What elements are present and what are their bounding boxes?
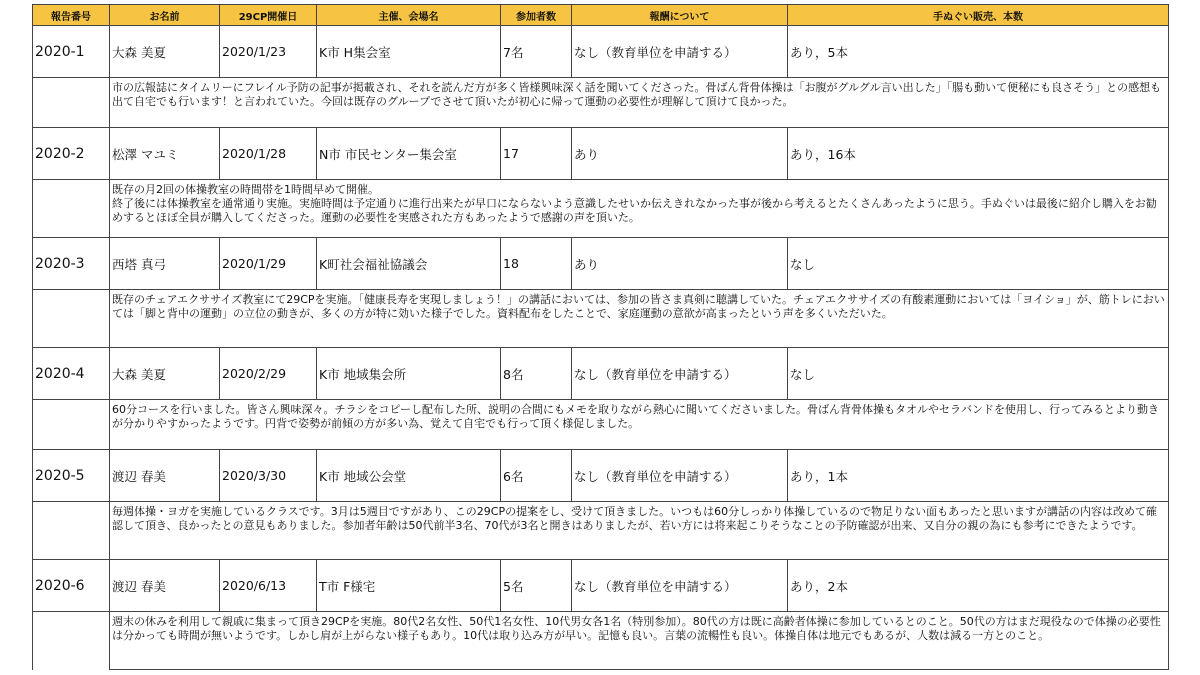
date-cell: 2020/6/13 bbox=[220, 560, 317, 612]
header-report-number: 報告番号 bbox=[33, 5, 110, 26]
note-spacer bbox=[33, 180, 110, 238]
name-cell: 西塔 真弓 bbox=[110, 238, 220, 290]
fee-cell: あり bbox=[572, 238, 788, 290]
towel-cell: あり，5本 bbox=[788, 26, 1169, 78]
date-cell: 2020/1/28 bbox=[220, 128, 317, 180]
note-spacer bbox=[33, 502, 110, 560]
date-cell: 2020/3/30 bbox=[220, 450, 317, 502]
note-spacer bbox=[33, 290, 110, 348]
date-cell: 2020/2/29 bbox=[220, 348, 317, 400]
note-spacer bbox=[33, 612, 110, 670]
record-row bbox=[33, 450, 1169, 502]
fee-cell: なし（教育単位を申請する） bbox=[572, 560, 788, 612]
header-name: お名前 bbox=[110, 5, 220, 26]
report-number-cell: 2020-3 bbox=[33, 238, 110, 290]
header-participants: 参加者数 bbox=[501, 5, 572, 26]
participants-cell: 6名 bbox=[501, 450, 572, 502]
report-number-cell: 2020-1 bbox=[33, 26, 110, 78]
venue-cell: K市 H集会室 bbox=[317, 26, 501, 78]
note-row bbox=[33, 290, 1169, 348]
note-row bbox=[33, 400, 1169, 450]
towel-cell: あり，16本 bbox=[788, 128, 1169, 180]
venue-cell: N市 市民センター集会室 bbox=[317, 128, 501, 180]
fee-cell: なし（教育単位を申請する） bbox=[572, 26, 788, 78]
name-cell: 渡辺 春美 bbox=[110, 560, 220, 612]
note-cell: 既存のチェアエクササイズ教室にて29CPを実施。「健康長寿を実現しましょう！」の講話においては、参加の皆さま真剣に聴講していた。チェアエクササイズの有酸素運動においては「ヨイショ」が、筋トレにおいては「脚と背中の運動」の立位の動きが、多くの方が特に効いた様子でした。資料配布をしたことで、家庭運動の意欲が高まったという声を多くいただいた。 bbox=[110, 290, 1169, 348]
towel-cell: あり，1本 bbox=[788, 450, 1169, 502]
venue-cell: K市 地域集会所 bbox=[317, 348, 501, 400]
note-spacer bbox=[33, 78, 110, 128]
record-row bbox=[33, 560, 1169, 612]
header-towel-sales: 手ぬぐい販売、本数 bbox=[788, 5, 1169, 26]
participants-cell: 5名 bbox=[501, 560, 572, 612]
towel-cell: あり，2本 bbox=[788, 560, 1169, 612]
report-table-wrapper bbox=[32, 4, 1168, 670]
report-table bbox=[32, 4, 1169, 670]
record-row bbox=[33, 26, 1169, 78]
note-row bbox=[33, 502, 1169, 560]
participants-cell: 17 bbox=[501, 128, 572, 180]
note-cell: 市の広報誌にタイムリーにフレイル予防の記事が掲載され、それを読んだ方が多く皆様興味深く話を聞いてくださった。骨ばん背骨体操は「お腹がグルグル言い出した」「腸も動いて便秘にも良さそう」との感想も出て自宅でも行います！と言われていた。今回は既存のグループでさせて頂いたが初心に帰って運動の必要性が理解して頂けて良かった。 bbox=[110, 78, 1169, 128]
note-cell: 既存の月2回の体操教室の時間帯を1時間早めて開催。 終了後には体操教室を通常通り実施。実施時間は予定通りに進行出来たが早口にならないよう意識したせいか伝えきれなかった事が後から考えるとたくさんあったように思う。手ぬぐいは最後に紹介し購入をお勧めするとほぼ全員が購入してくださった。運動の必要性を実感された方もあったようで感謝の声を頂いた。 bbox=[110, 180, 1169, 238]
header-row bbox=[33, 5, 1169, 26]
record-row bbox=[33, 238, 1169, 290]
participants-cell: 18 bbox=[501, 238, 572, 290]
towel-cell: なし bbox=[788, 348, 1169, 400]
header-date: 29CP開催日 bbox=[220, 5, 317, 26]
note-cell: 60分コースを行いました。皆さん興味深々。チラシをコピーし配布した所、説明の合間にもメモを取りながら熱心に聞いてくださいました。骨ばん背骨体操もタオルやセラバンドを使用し、行ってみるとより動きが分かりやすかったようです。円背で姿勢が前傾の方が多い為、覚えて自宅でも行って頂く様促しました。 bbox=[110, 400, 1169, 450]
report-number-cell: 2020-2 bbox=[33, 128, 110, 180]
record-row bbox=[33, 348, 1169, 400]
note-cell: 週末の休みを利用して親戚に集まって頂き29CPを実施。80代2名女性、50代1名女性、10代男女各1名（特別参加）。80代の方は既に高齢者体操に参加しているとのこと。50代の方はまだ現役なので体操の必要性は分かっても時間が無いようです。しかし肩が上がらない様子もあり。10代は取り込み方が早い。記憶も良い。言葉の流暢性も良い。体操自体は地元でもあるが、人数は減る一方とのこと。 bbox=[110, 612, 1169, 670]
note-spacer bbox=[33, 400, 110, 450]
report-number-cell: 2020-6 bbox=[33, 560, 110, 612]
report-number-cell: 2020-5 bbox=[33, 450, 110, 502]
venue-cell: T市 F様宅 bbox=[317, 560, 501, 612]
name-cell: 松澤 マユミ bbox=[110, 128, 220, 180]
participants-cell: 7名 bbox=[501, 26, 572, 78]
fee-cell: なし（教育単位を申請する） bbox=[572, 348, 788, 400]
fee-cell: なし（教育単位を申請する） bbox=[572, 450, 788, 502]
date-cell: 2020/1/29 bbox=[220, 238, 317, 290]
note-row bbox=[33, 78, 1169, 128]
name-cell: 渡辺 春美 bbox=[110, 450, 220, 502]
header-fee: 報酬について bbox=[572, 5, 788, 26]
note-row bbox=[33, 180, 1169, 238]
venue-cell: K市 地域公会堂 bbox=[317, 450, 501, 502]
record-row bbox=[33, 128, 1169, 180]
venue-cell: K町社会福祉協議会 bbox=[317, 238, 501, 290]
participants-cell: 8名 bbox=[501, 348, 572, 400]
towel-cell: なし bbox=[788, 238, 1169, 290]
header-venue: 主催、会場名 bbox=[317, 5, 501, 26]
date-cell: 2020/1/23 bbox=[220, 26, 317, 78]
name-cell: 大森 美夏 bbox=[110, 348, 220, 400]
fee-cell: あり bbox=[572, 128, 788, 180]
report-number-cell: 2020-4 bbox=[33, 348, 110, 400]
note-cell: 毎週体操・ヨガを実施しているクラスです。3月は5週目ですがあり、この29CPの提案をし、受けて頂きました。いつもは60分しっかり体操しているので物足りない面もあったと思いますが講話の内容は改めて確認して頂き、良かったとの意見もありました。参加者年齢は50代前半3名、70代が3名と開きはありましたが、若い方には将来起こりそうなことの予防確認が出来、又自分の親の為にも参考にできたようです。 bbox=[110, 502, 1169, 560]
name-cell: 大森 美夏 bbox=[110, 26, 220, 78]
note-row bbox=[33, 612, 1169, 670]
